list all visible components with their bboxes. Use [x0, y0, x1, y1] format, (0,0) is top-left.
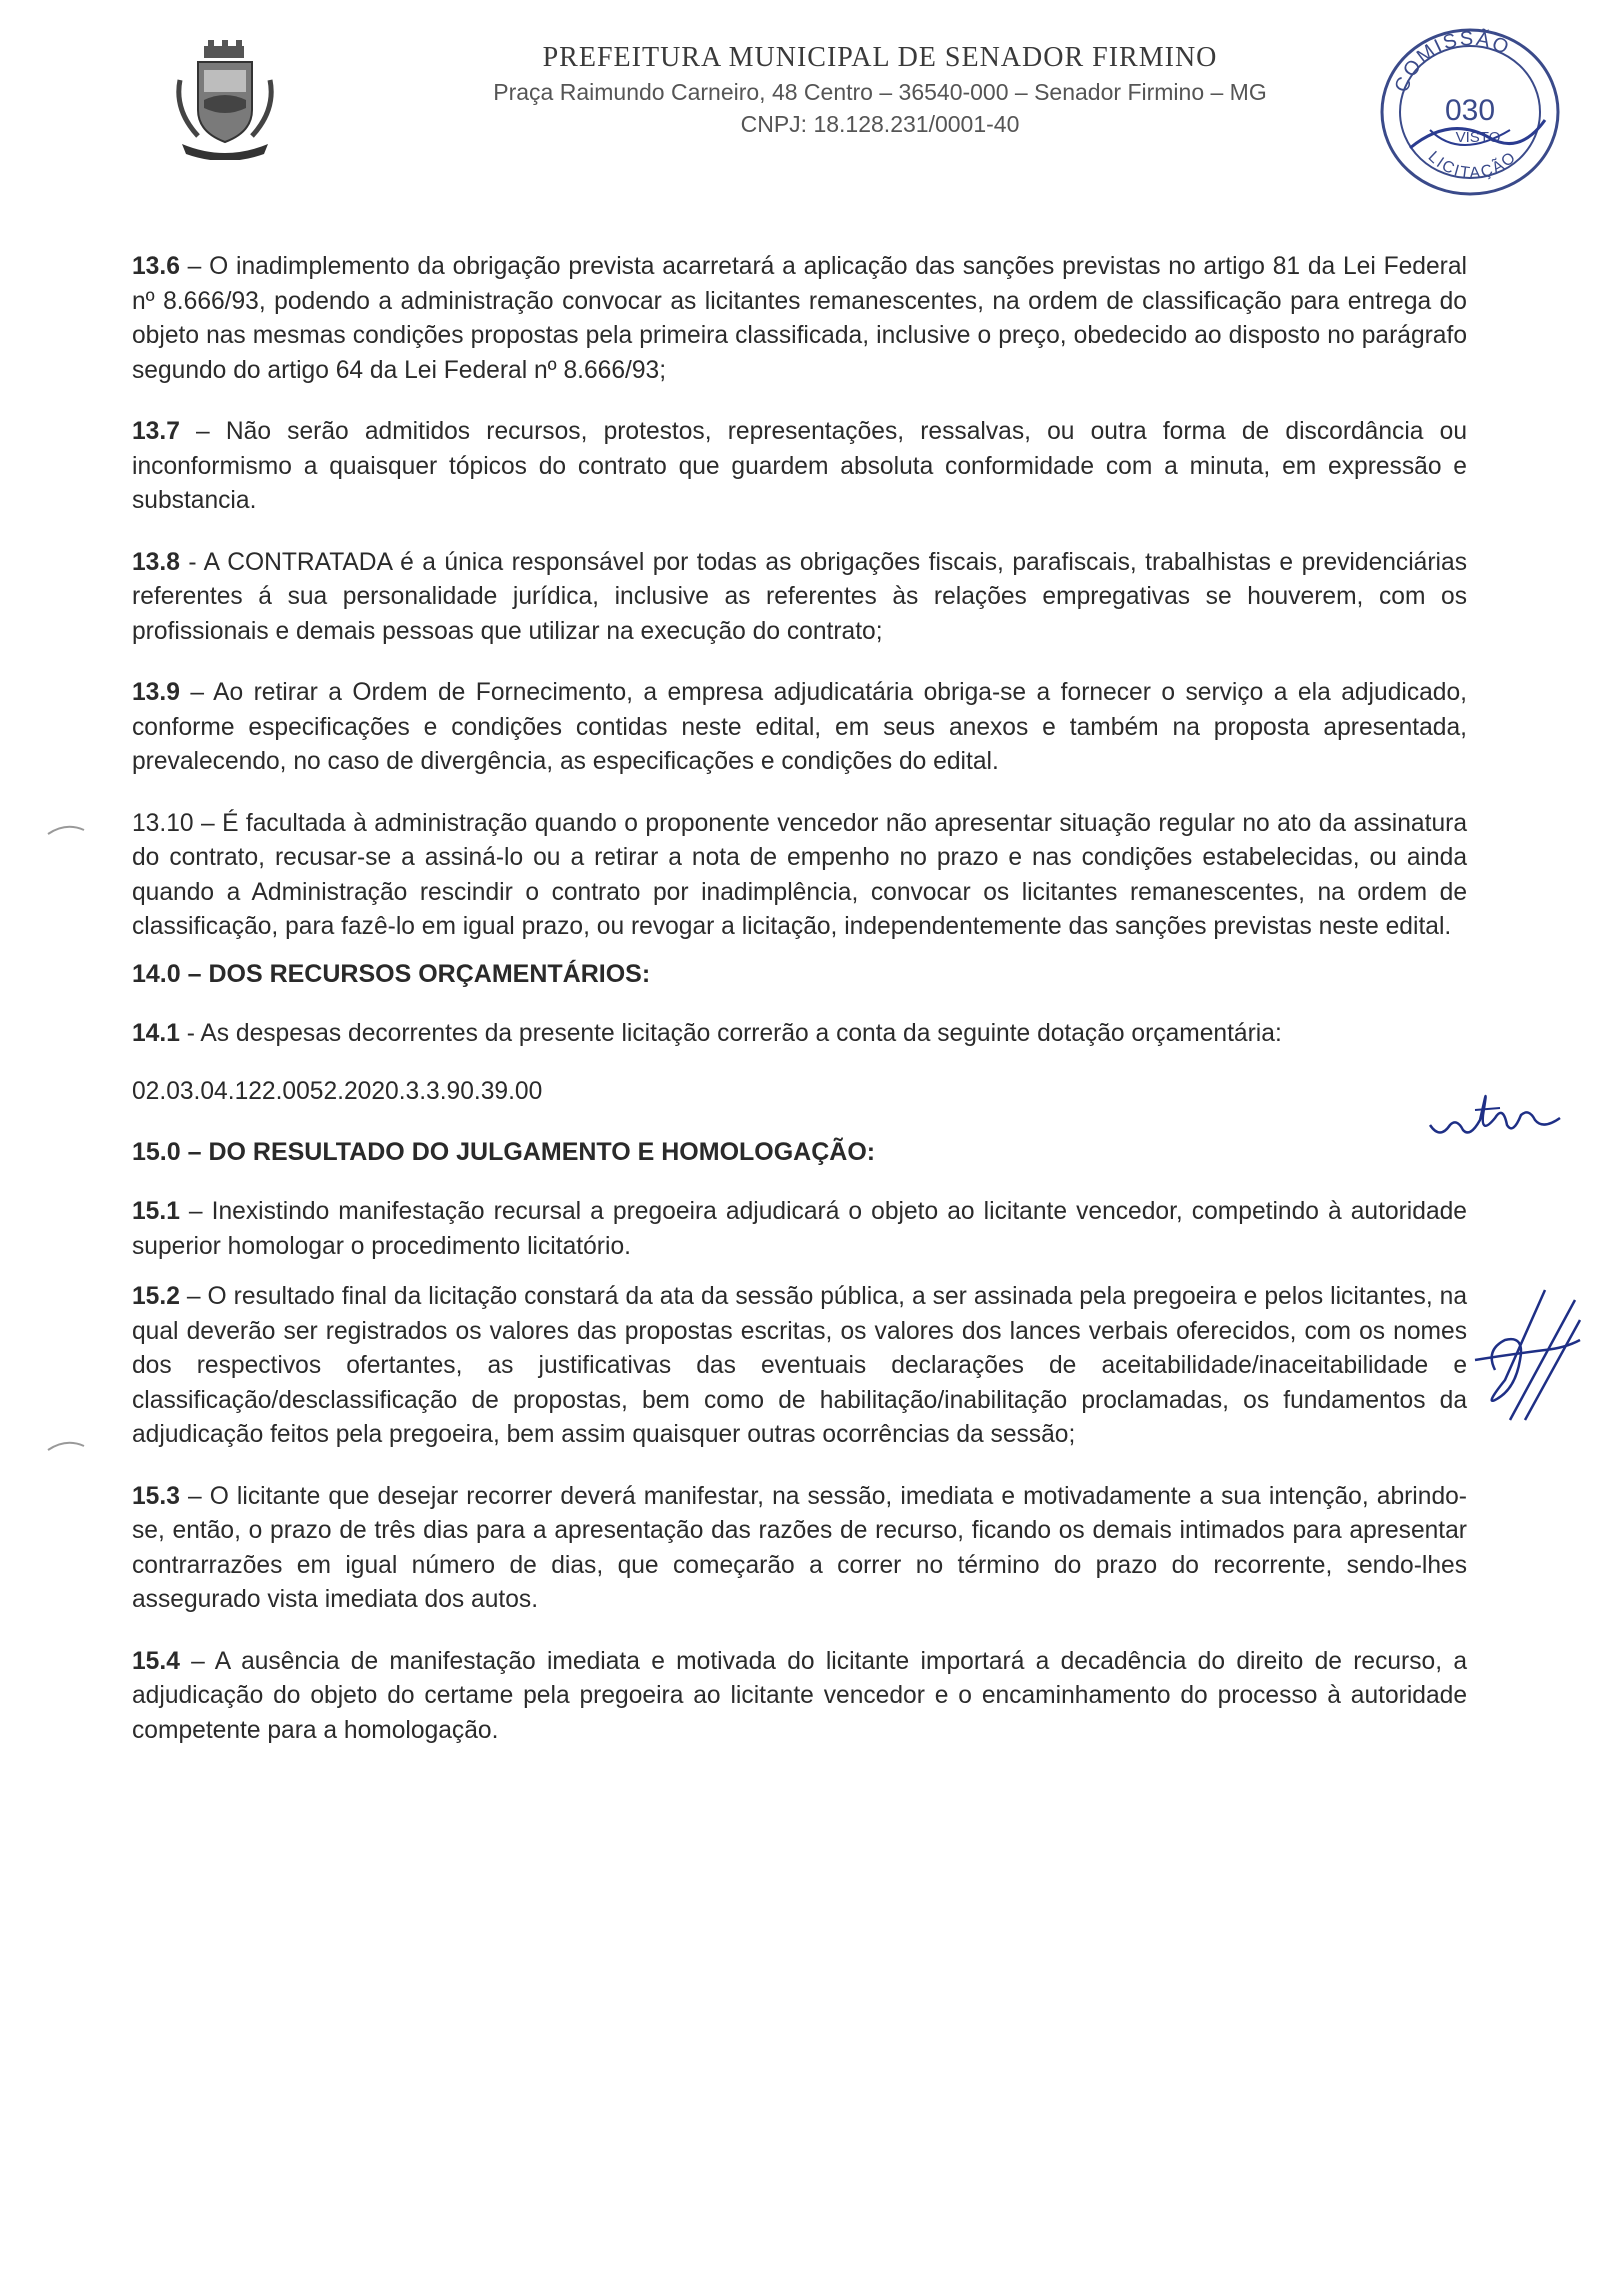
clause-15-1: 15.1 – Inexistindo manifestação recursal a pregoeira adjudicará o objeto ao licitante vencedor, competindo à autoridade superior homologar o procedimento licitatório. — [132, 1198, 1467, 1260]
letterhead — [380, 40, 1380, 140]
budget-code: 02.03.04.122.0052.2020.3.3.90.39.00 — [132, 1078, 543, 1105]
stamp-visto: VISTO — [1455, 129, 1501, 146]
clause-14-1: 14.1 - As despesas decorrentes da presente licitação correrão a conta da seguinte dotação orçamentária: — [132, 1019, 1282, 1047]
clause-13-10: 13.10 – É facultada à administração quando o proponente vencedor não apresentar situação regular no ato da assinatura do contrato, recusar-se a assiná-lo ou a retirar a nota de empenho no prazo e nas condições estabelecidas, ou ainda quando a Administração rescindir o contrato por inadimplência, convocar os licitantes remanescentes, na ordem de classificação, para fazê-lo em igual prazo, ou revogar a licitação, independentemente das sanções previstas neste edital. — [132, 809, 1467, 940]
clause-15-3: 15.3 – O licitante que desejar recorrer deverá manifestar, na sessão, imediata e motivadamente a sua intenção, abrindo-se, então, o prazo de três dias para a apresentação das razões de recurso, ficando os demais intimados para apresentar contrarrazões em igual número de dias, que começarão a correr no término do prazo do recorrente, sendo-lhes assegurado vista imediata dos autos. — [132, 1482, 1467, 1613]
initials-signature — [1425, 1080, 1575, 1150]
document-body — [132, 250, 1467, 1775]
rubric-signature — [1465, 1280, 1585, 1430]
municipal-crest-icon — [170, 40, 280, 160]
stamp-bottom-text: LICITAÇÃO — [1424, 148, 1521, 183]
punch-mark — [46, 822, 86, 836]
clause-13-9: 13.9 – Ao retirar a Ordem de Fornecimento, a empresa adjudicatária obriga-se a fornecer o serviço a ela adjudicado, conforme especificações e condições contidas neste edital, em seus anexos e também na proposta apresentada, prevalecendo, no caso de divergência, as especificações e condições do edital. — [132, 679, 1467, 775]
org-cnpj: CNPJ: 18.128.231/0001-40 — [740, 111, 1020, 137]
clause-13-6: 13.6 – O inadimplemento da obrigação prevista acarretará a aplicação das sanções previstas no artigo 81 da Lei Federal nº 8.666/93, podendo a administração convocar as licitantes remanescentes, na ordem de classificação para entrega do objeto nas mesmas condições propostas pela primeira classificada, inclusive o preço, obedecido ao disposto no parágrafo segundo do artigo 64 da Lei Federal nº 8.666/93; — [132, 253, 1467, 384]
org-address: Praça Raimundo Carneiro, 48 Centro – 36540-000 – Senador Firmino – MG — [493, 79, 1267, 105]
stamp-top-text: COMISSÃO — [1390, 27, 1514, 96]
commission-stamp — [1370, 20, 1570, 200]
clause-13-8: 13.8 - A CONTRATADA é a única responsável por todas as obrigações fiscais, parafiscais, trabalhistas e previdenciárias referentes á sua personalidade jurídica, inclusive as referentes às relações empregativas se houverem, com os profissionais e demais pessoas que utilizar na execução do contrato; — [132, 548, 1467, 645]
svg-text:COMISSÃO — [1391, 26, 1514, 95]
org-name: PREFEITURA MUNICIPAL DE SENADOR FIRMINO — [542, 42, 1218, 73]
clause-15-4: 15.4 – A ausência de manifestação imediata e motivada do licitante importará a decadência do direito de recurso, a adjudicação do objeto do certame pela pregoeira ao licitante vencedor e o encaminhamento do processo à autoridade competente para a homologação. — [132, 1647, 1467, 1744]
svg-text:LICITAÇÃO — [1425, 148, 1521, 182]
section-heading-14: 14.0 – DOS RECURSOS ORÇAMENTÁRIOS: — [132, 959, 651, 988]
clause-15-2: 15.2 – O resultado final da licitação constará da ata da sessão pública, a ser assinada pela pregoeira e pelos licitantes, na qual deverão ser registrados os valores das propostas escritas, os valores dos lances verbais oferecidos, com os nomes dos respectivos ofertantes, as justificativas das eventuais declarações de aceitabilidade/inaceitabilidade e classificação/desclassificação de propostas, bem como de habilitação/inabilitação proclamadas, os fundamentos da adjudicação feitos pela pregoeira, bem assim quaisquer outras ocorrências da sessão; — [132, 1283, 1467, 1448]
punch-mark — [46, 1438, 86, 1452]
stamp-number: 030 — [1444, 94, 1496, 127]
section-heading-15: 15.0 – DO RESULTADO DO JULGAMENTO E HOMOLOGAÇÃO: — [132, 1138, 876, 1166]
clause-13-7: 13.7 – Não serão admitidos recursos, protestos, representações, ressalvas, ou outra forma de discordância ou inconformismo a quaisquer tópicos do contrato que guardem absoluta conformidade com a minuta, em expressão e substancia. — [132, 418, 1467, 514]
